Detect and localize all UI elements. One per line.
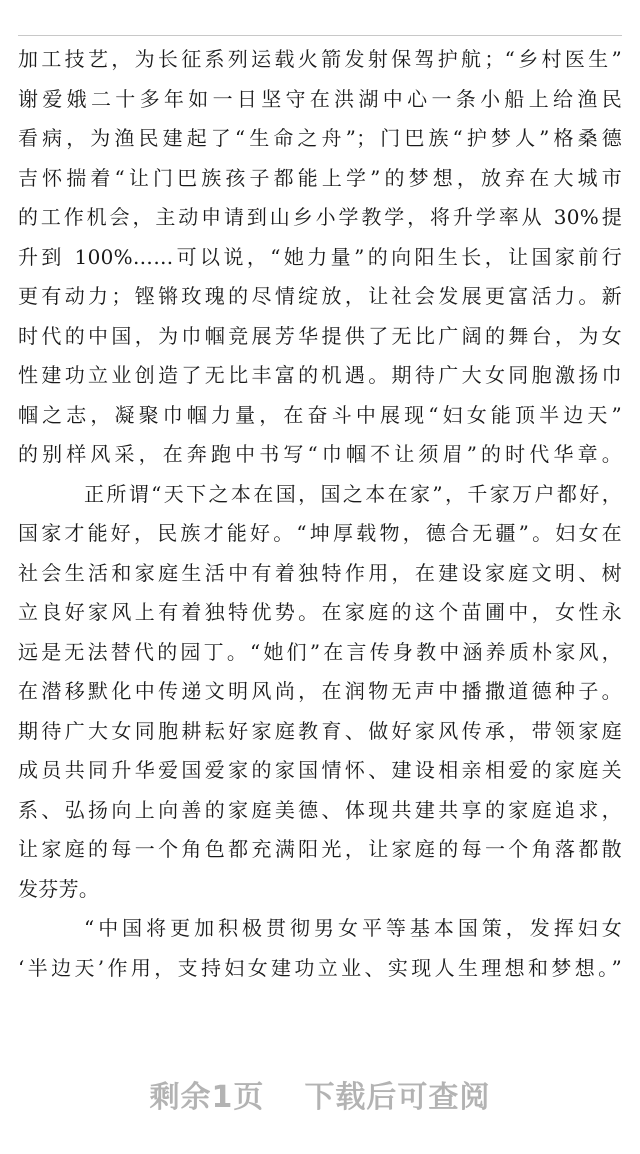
text-line: 远是无法替代的园丁。“她们”在言传身教中涵养质朴家风， <box>18 639 622 664</box>
text-line: 帼之志，凝聚巾帼力量，在奋斗中展现“妇女能顶半边天” <box>18 402 622 427</box>
text-line: 正所谓“天下之本在国，国之本在家”，千家万户都好， <box>84 481 622 506</box>
text-line: 成员共同升华爱国爱家的家国情怀、建设相亲相爱的家庭关 <box>18 758 622 782</box>
article-body <box>18 40 622 988</box>
text-line: 的工作机会，主动申请到山乡小学教学，将升学率从 30%提 <box>18 205 622 229</box>
text-line: 加工技艺，为长征系列运载火箭发射保驾护航；“乡村医生” <box>18 47 622 71</box>
text-line: 看病，为渔民建起了“生命之舟”；门巴族“护梦人”格桑德 <box>18 126 622 150</box>
text-line: 时代的中国，为巾帼竞展芳华提供了无比广阔的舞台，为女 <box>18 323 622 348</box>
text-line: 性建功立业创造了无比丰富的机遇。期待广大女同胞激扬巾 <box>18 363 622 387</box>
text-line: 社会生活和家庭生活中有着独特作用，在建设家庭文明、树 <box>18 560 622 585</box>
text-line: 吉怀揣着“让门巴族孩子都能上学”的梦想，放弃在大城市 <box>18 165 622 190</box>
download-to-view-label: 下载后可查阅 <box>304 1080 491 1115</box>
text-line: “中国将更加积极贯彻男女平等基本国策，发挥妇女 <box>84 916 622 940</box>
text-line: 期待广大女同胞耕耘好家庭教育、做好家风传承，带领家庭 <box>18 718 622 743</box>
text-line: 立良好家风上有着独特优势。在家庭的这个苗圃中，女性永 <box>18 600 622 624</box>
download-prompt-banner[interactable] <box>0 1072 640 1116</box>
text-line: 在潜移默化中传递文明风尚，在润物无声中播撒道德种子。 <box>18 679 622 703</box>
paragraph-1 <box>18 40 622 475</box>
top-divider <box>18 35 622 36</box>
text-line: ‘半边天’作用，支持妇女建功立业、实现人生理想和梦想。” <box>18 955 622 980</box>
paragraph-3 <box>18 909 622 988</box>
text-line: 升到 100%……可以说，“她力量”的向阳生长，让国家前行 <box>18 244 622 269</box>
text-line: 让家庭的每一个角色都充满阳光，让家庭的每一个角落都散 <box>18 837 622 861</box>
remaining-pages-label: 剩余1页 <box>149 1080 265 1115</box>
text-line: 国家才能好，民族才能好。“坤厚载物，德合无疆”。妇女在 <box>18 521 622 545</box>
paragraph-2 <box>18 475 622 910</box>
text-line: 谢爱娥二十多年如一日坚守在洪湖中心一条小船上给渔民 <box>18 86 622 111</box>
text-line: 系、弘扬向上向善的家庭美德、体现共建共享的家庭追求， <box>18 797 622 822</box>
text-line: 发芬芳。 <box>18 876 100 901</box>
text-line: 的别样风采，在奔跑中书写“巾帼不让须眉”的时代华章。 <box>18 442 622 466</box>
text-line: 更有动力；铿锵玫瑰的尽情绽放，让社会发展更富活力。新 <box>18 284 622 308</box>
